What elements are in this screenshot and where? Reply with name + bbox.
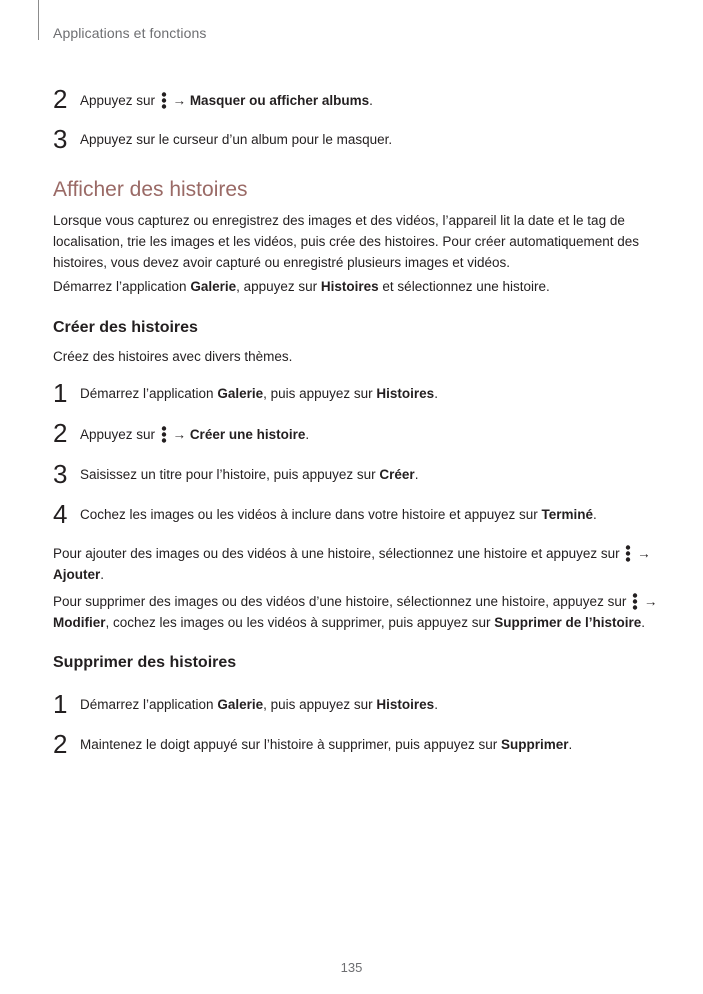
vertical-dots-icon (160, 92, 168, 109)
step-number: 2 (53, 418, 68, 448)
step-number: 1 (53, 378, 68, 408)
step-text: Appuyez sur le curseur d’un album pour le masquer. (80, 132, 393, 147)
step-number: 3 (53, 459, 68, 489)
section-title: Afficher des histoires (53, 178, 248, 201)
step-number: 2 (53, 729, 68, 759)
page-number: 135 (340, 960, 363, 975)
arrow-glyph: → (168, 93, 190, 108)
step-text: Démarrez l’application Galerie, puis appuyez sur Histoires. (80, 386, 438, 401)
section-paragraph: Lorsque vous capturez ou enregistrez des images et des vidéos, l’appareil lit la date et le tag de localisation, trie les images et les vidéos, puis crée des histoires. Pour créer automatiquement des histoires, vous devez avoir capturé ou enregistré plusieurs images et vidéos. (53, 213, 640, 270)
create-note-add: Pour ajouter des images ou des vidéos à une histoire, sélectionnez une histoire et appuyez sur → Ajouter. (53, 546, 651, 582)
subsection-title-delete: Supprimer des histoires (53, 654, 237, 671)
step-text: Saisissez un titre pour l’histoire, puis appuyez sur Créer. (80, 467, 419, 482)
step-text: Maintenez le doigt appuyé sur l’histoire à supprimer, puis appuyez sur Supprimer. (80, 737, 573, 752)
create-step-1 (53, 378, 653, 408)
create-note-remove: Pour supprimer des images ou des vidéos d’une histoire, sélectionnez une histoire, appuyez sur → Modifier, cochez les images ou les vidéos à supprimer, puis appuyez sur Supprimer de l’histoire. (53, 594, 658, 630)
create-step-4 (53, 499, 653, 529)
create-step-2 (53, 418, 653, 448)
delete-step-1 (53, 689, 653, 719)
vertical-dots-icon (631, 593, 639, 610)
create-step-3 (53, 459, 653, 489)
step-text: Appuyez sur → Créer une histoire. (80, 427, 310, 442)
vertical-dots-icon (160, 426, 168, 443)
step-text: Démarrez l’application Galerie, puis appuyez sur Histoires. (80, 697, 438, 712)
step-text: Cochez les images ou les vidéos à inclure dans votre histoire et appuyez sur Terminé. (80, 507, 597, 522)
header-divider (38, 0, 39, 40)
section-paragraph-2: Démarrez l’application Galerie, appuyez sur Histoires et sélectionnez une histoire. (53, 279, 550, 294)
step-number: 2 (53, 84, 68, 114)
intro-step-3 (53, 124, 653, 154)
subsection-title-create: Créer des histoires (53, 319, 198, 336)
arrow-glyph: → (633, 546, 651, 561)
step-number: 4 (53, 499, 68, 529)
step-number: 3 (53, 124, 68, 154)
intro-step-2 (53, 84, 653, 114)
delete-step-2 (53, 729, 653, 759)
step-number: 1 (53, 689, 68, 719)
arrow-glyph: → (168, 427, 190, 442)
subsection-intro: Créez des histoires avec divers thèmes. (53, 349, 293, 364)
step-text: Appuyez sur → Masquer ou afficher albums. (80, 93, 373, 108)
vertical-dots-icon (624, 545, 632, 562)
page-header-title: Applications et fonctions (53, 25, 207, 41)
arrow-glyph: → (640, 594, 658, 609)
